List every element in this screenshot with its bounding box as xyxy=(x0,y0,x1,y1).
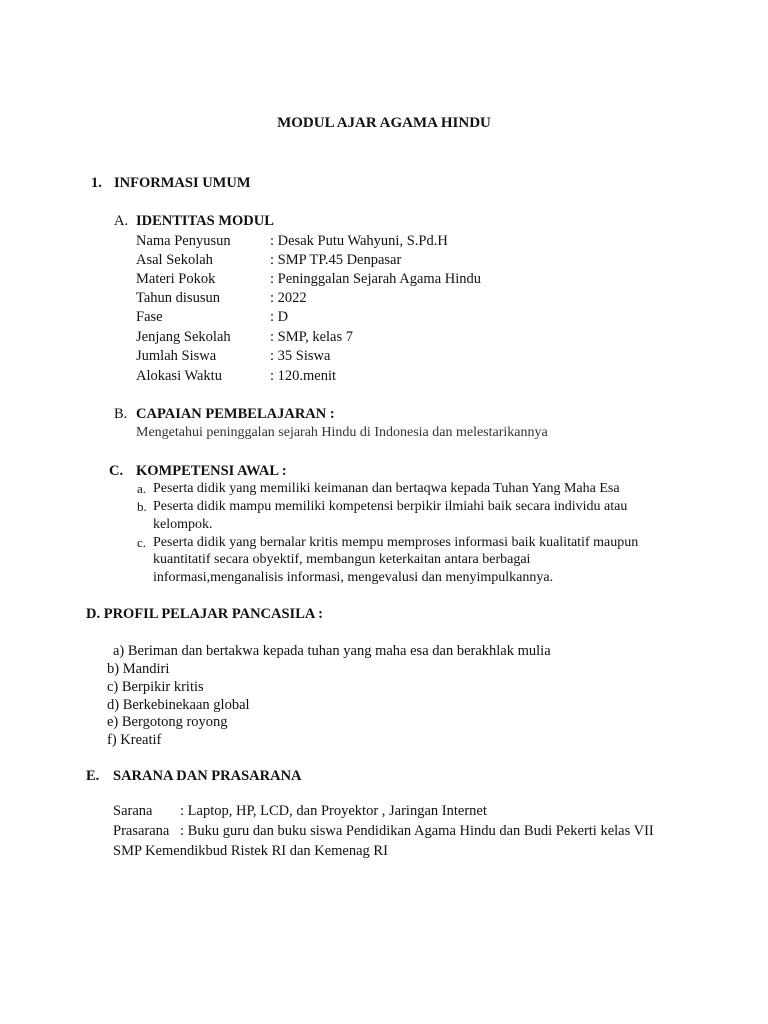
list-marker: b. xyxy=(137,499,147,514)
identitas-label: Nama Penyusun xyxy=(136,233,231,249)
identitas-heading: IDENTITAS MODUL xyxy=(136,213,274,229)
identitas-label: Asal Sekolah xyxy=(136,252,213,268)
identitas-value: : Peninggalan Sejarah Agama Hindu xyxy=(270,271,482,287)
identitas-value: : 120.menit xyxy=(270,368,337,384)
prasarana-label: Prasarana xyxy=(113,823,170,839)
section1-heading: INFORMASI UMUM xyxy=(114,175,251,191)
list-item: Peserta didik yang memiliki keimanan dan bertaqwa kepada Tuhan Yang Maha Esa xyxy=(153,481,620,496)
identitas-value: : SMP, kelas 7 xyxy=(270,329,353,345)
capaian-text: Mengetahui peninggalan sejarah Hindu di Indonesia dan melestarikannya xyxy=(136,425,548,440)
document-title: MODUL AJAR AGAMA HINDU xyxy=(277,115,491,131)
capaian-letter: B. xyxy=(114,406,128,422)
identitas-label: Jumlah Siswa xyxy=(136,348,217,364)
identitas-label: Alokasi Waktu xyxy=(136,368,222,384)
identitas-label: Tahun disusun xyxy=(136,290,220,306)
identitas-value: : Desak Putu Wahyuni, S.Pd.H xyxy=(270,233,448,249)
list-item-continuation: kelompok. xyxy=(153,517,213,532)
prasarana-value: : Buku guru dan buku siswa Pendidikan Agama Hindu dan Budi Pekerti kelas VII xyxy=(180,823,654,839)
capaian-heading: CAPAIAN PEMBELAJARAN : xyxy=(136,406,335,422)
sarana-label: Sarana xyxy=(113,803,153,819)
profil-heading: D. PROFIL PELAJAR PANCASILA : xyxy=(86,606,323,622)
list-marker: a. xyxy=(137,481,147,496)
identitas-letter: A. xyxy=(114,213,129,229)
list-item-continuation: informasi,menganalisis informasi, mengevalusi dan menyimpulkannya. xyxy=(153,570,554,585)
identitas-value: : D xyxy=(270,309,289,325)
identitas-value: : 35 Siswa xyxy=(270,348,331,364)
identitas-label: Materi Pokok xyxy=(136,271,216,287)
list-item: Peserta didik mampu memiliki kompetensi berpikir ilmiahi baik secara individu atau xyxy=(153,499,628,514)
profil-item: a) Beriman dan bertakwa kepada tuhan yang maha esa dan berakhlak mulia xyxy=(113,643,551,659)
identitas-value: : 2022 xyxy=(270,290,307,306)
section1-number: 1. xyxy=(91,175,102,191)
profil-item: e) Bergotong royong xyxy=(107,714,228,730)
identitas-label: Fase xyxy=(136,309,163,325)
identitas-value: : SMP TP.45 Denpasar xyxy=(270,252,402,268)
profil-item: c) Berpikir kritis xyxy=(107,679,204,695)
prasarana-continuation: SMP Kemendikbud Ristek RI dan Kemenag RI xyxy=(113,843,388,859)
profil-item: d) Berkebinekaan global xyxy=(107,697,250,713)
list-item-continuation: kuantitatif secara obyektif, membangun keterkaitan antara berbagai xyxy=(153,552,531,567)
profil-item: b) Mandiri xyxy=(107,661,170,677)
sarana-heading: SARANA DAN PRASARANA xyxy=(113,768,302,784)
kompetensi-letter: C. xyxy=(109,463,124,479)
list-marker: c. xyxy=(137,535,147,550)
sarana-letter: E. xyxy=(86,768,100,784)
identitas-label: Jenjang Sekolah xyxy=(136,329,231,345)
kompetensi-heading: KOMPETENSI AWAL : xyxy=(136,463,287,479)
profil-item: f) Kreatif xyxy=(107,732,162,748)
sarana-value: : Laptop, HP, LCD, dan Proyektor , Jaringan Internet xyxy=(180,803,487,819)
list-item: Peserta didik yang bernalar kritis mempu memproses informasi baik kualitatif maupun xyxy=(153,535,639,550)
